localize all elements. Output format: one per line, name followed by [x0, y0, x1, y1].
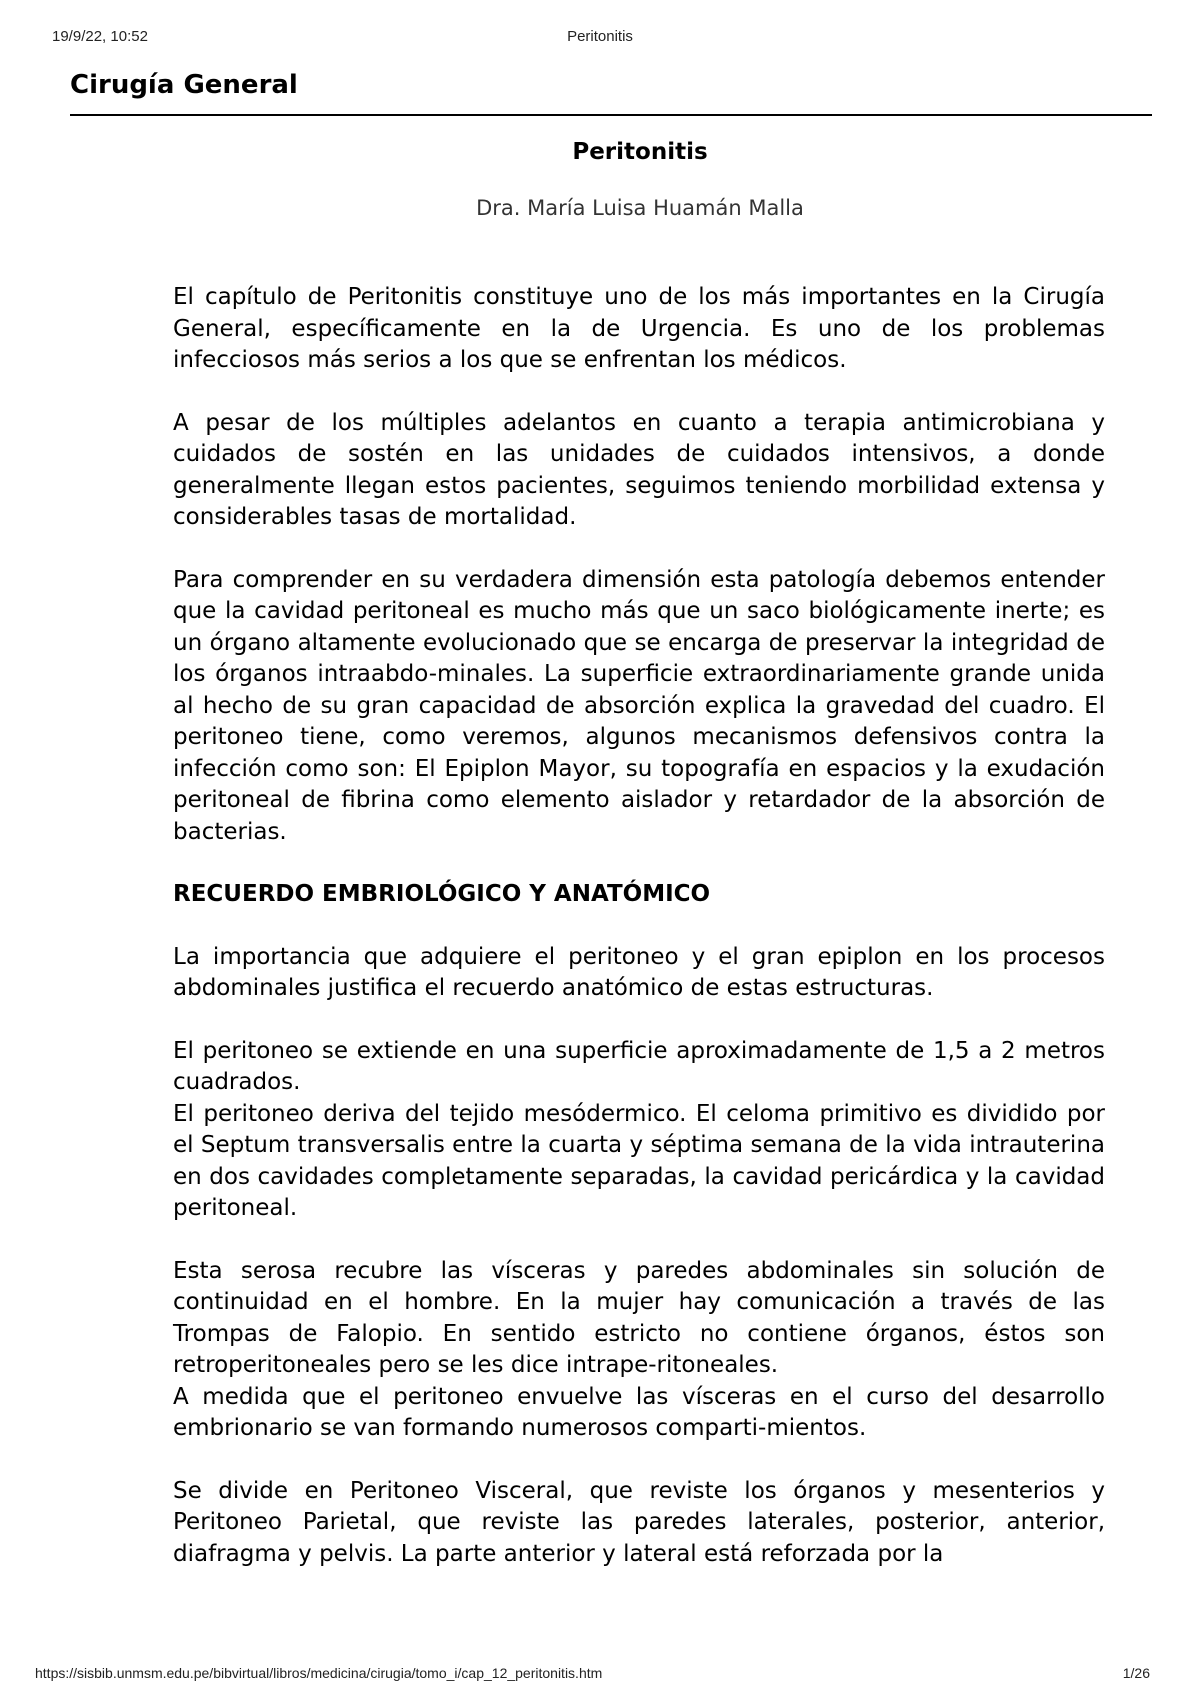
print-header: [52, 28, 1148, 48]
paragraph: El peritoneo se extiende en una superficie aproximadamente de 1,5 a 2 metros cuadrados.: [173, 1037, 1105, 1095]
header-divider: [70, 114, 1152, 116]
paragraph: Se divide en Peritoneo Visceral, que reviste los órganos y mesenterios y Peritoneo Parietal, que reviste las paredes laterales, posterior, anterior, diafragma y pelvis. La parte anterior y lateral está reforzada por la: [173, 1477, 1105, 1567]
paragraph: El peritoneo deriva del tejido mesódermico. El celoma primitivo es dividido por el Septum transversalis entre la cuarta y séptima semana de la vida intrauterina en dos cavidades completamente separadas, la cavidad pericárdica y la cavidad peritoneal.: [173, 1100, 1105, 1221]
paragraph: A medida que el peritoneo envuelve las vísceras en el curso del desarrollo embrionario se van formando numerosos comparti-mientos.: [173, 1383, 1105, 1441]
chapter-title: Peritonitis: [572, 139, 708, 165]
paragraph: Esta serosa recubre las vísceras y paredes abdominales sin solución de continuidad en el hombre. En la mujer hay comunicación a través de las Trompas de Falopio. En sentido estricto no contiene órganos, éstos son retroperitoneales pero se les dice intrape-ritoneales.: [173, 1257, 1105, 1378]
author-name: Dra. María Luisa Huamán Malla: [476, 196, 804, 220]
section-heading: RECUERDO EMBRIOLÓGICO Y ANATÓMICO: [173, 881, 711, 907]
paragraph: El capítulo de Peritonitis constituye uno de los más importantes en la Cirugía General, específicamente en la de Urgencia. Es uno de los problemas infecciosos más serios a los que se enfrentan los médicos.: [173, 284, 1105, 373]
print-datetime: 19/9/22, 10:52: [52, 28, 148, 45]
site-title: Cirugía General: [70, 70, 298, 100]
paragraph: Para comprender en su verdadera dimensión esta patología debemos entender que la cavidad peritoneal es mucho más que un saco biológicamente inerte; es un órgano altamente evolucionado que se encarga de preservar la integridad de los órganos intraabdo-minales. La superficie extraordinariamente grande unida al hecho de su gran capacidad de absorción explica la gravedad del cuadro. El peritoneo tiene, como veremos, algunos mecanismos defensivos contra la infección como son: El Epiplon Mayor, su topografía en espacios y la exudación peritoneal de fibrina como elemento aislador y retardador de la absorción de bacterias.: [173, 566, 1105, 845]
paragraph: A pesar de los múltiples adelantos en cuanto a terapia antimicrobiana y cuidados de sostén en las unidades de cuidados intensivos, a donde generalmente llegan estos pacientes, seguimos teniendo morbilidad extensa y considerables tasas de mortalidad.: [173, 409, 1105, 530]
source-url: https://sisbib.unmsm.edu.pe/bibvirtual/libros/medicina/cirugia/tomo_i/cap_12_peritonitis.htm: [35, 1665, 603, 1681]
page-number: 1/26: [1122, 1665, 1150, 1681]
print-footer: [35, 1665, 1150, 1685]
paragraph: La importancia que adquiere el peritoneo y el gran epiplon en los procesos abdominales justifica el recuerdo anatómico de estas estructuras.: [173, 943, 1105, 1001]
article-body: [173, 282, 1105, 1570]
print-page-title: Peritonitis: [567, 28, 633, 45]
